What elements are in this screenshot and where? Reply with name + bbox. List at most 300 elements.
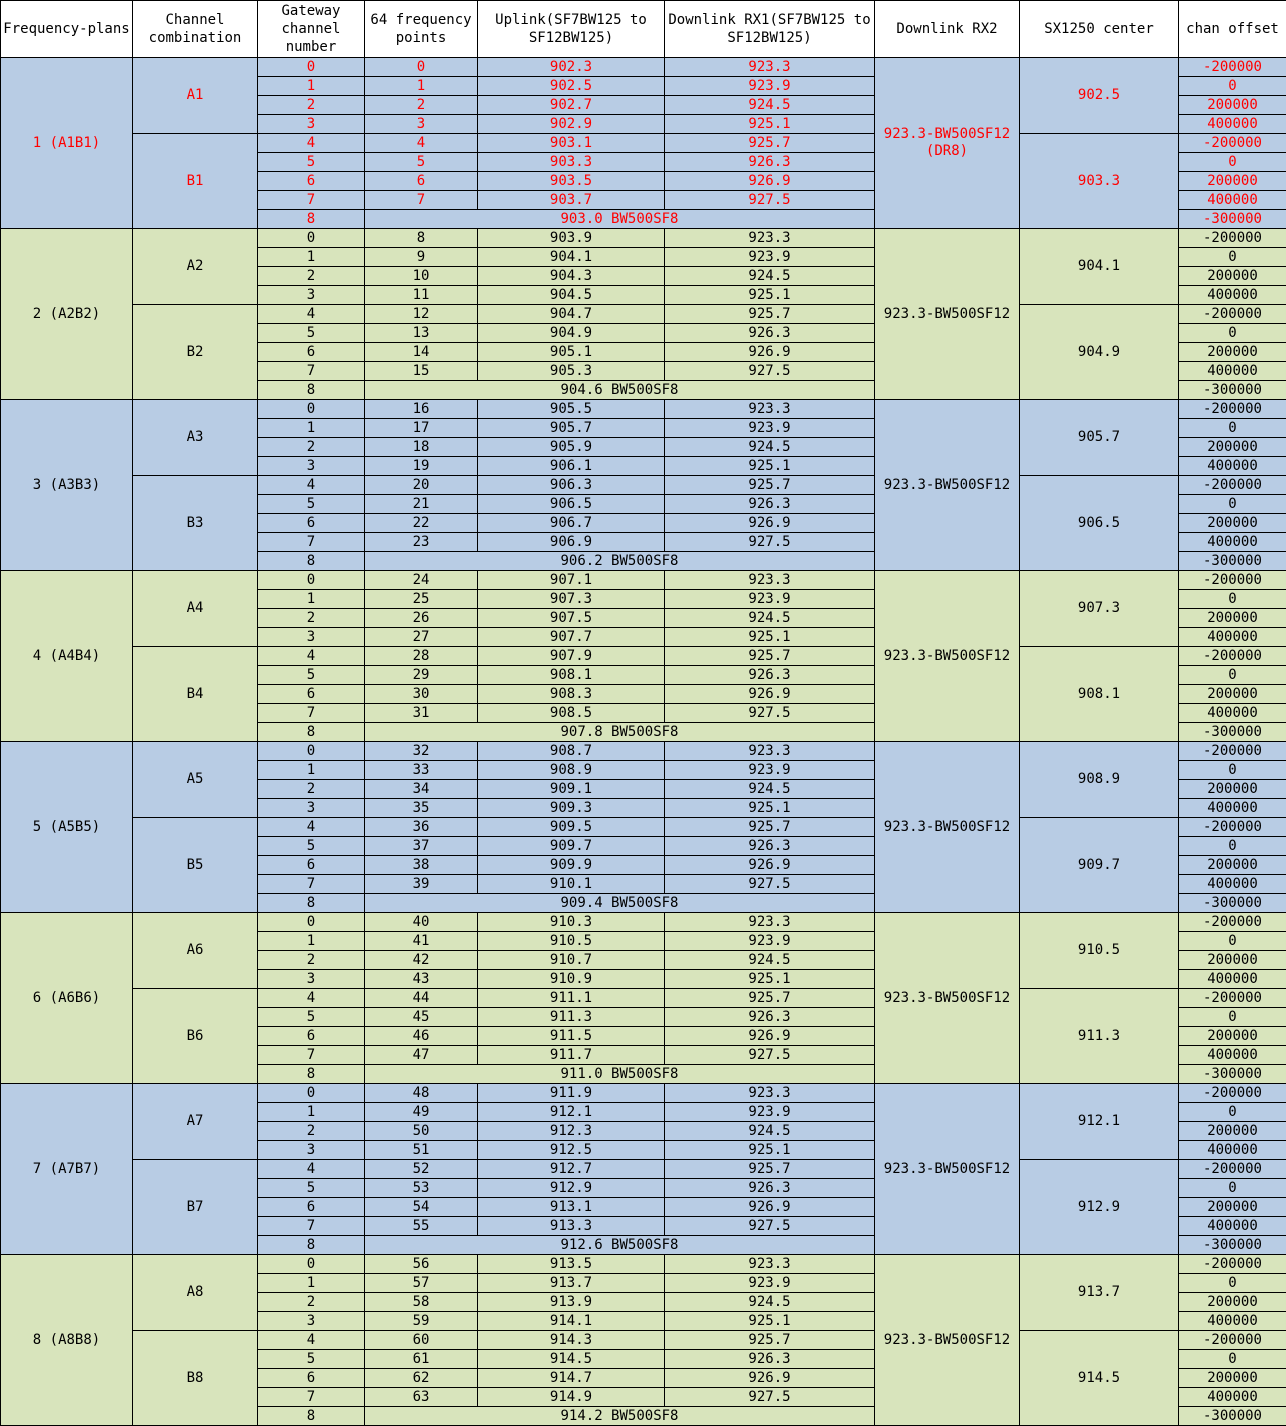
frequency-point-cell: 7 bbox=[365, 191, 478, 210]
downlink-rx1-cell: 925.7 bbox=[665, 1160, 875, 1179]
downlink-rx1-cell: 927.5 bbox=[665, 875, 875, 894]
downlink-rx1-cell: 923.3 bbox=[665, 1084, 875, 1103]
frequency-point-cell: 20 bbox=[365, 476, 478, 495]
uplink-cell: 905.9 bbox=[478, 438, 665, 457]
downlink-rx2-cell: 923.3-BW500SF12(DR8) bbox=[875, 58, 1020, 229]
uplink-cell: 910.9 bbox=[478, 970, 665, 989]
uplink-cell: 914.3 bbox=[478, 1331, 665, 1350]
frequency-point-cell: 36 bbox=[365, 818, 478, 837]
downlink-rx1-cell: 924.5 bbox=[665, 951, 875, 970]
downlink-rx1-cell: 923.3 bbox=[665, 1255, 875, 1274]
downlink-rx1-cell: 923.9 bbox=[665, 1274, 875, 1293]
downlink-rx1-cell: 925.1 bbox=[665, 628, 875, 647]
sx1250-center-cell: 908.9 bbox=[1020, 742, 1179, 818]
sx1250-center-cell: 912.1 bbox=[1020, 1084, 1179, 1160]
sx1250-center-cell: 912.9 bbox=[1020, 1160, 1179, 1255]
downlink-rx1-cell: 925.7 bbox=[665, 305, 875, 324]
uplink-cell: 910.5 bbox=[478, 932, 665, 951]
downlink-rx1-cell: 926.3 bbox=[665, 1179, 875, 1198]
uplink-cell: 911.7 bbox=[478, 1046, 665, 1065]
frequency-plan-cell: 4 (A4B4) bbox=[1, 571, 133, 742]
downlink-rx1-cell: 925.1 bbox=[665, 970, 875, 989]
uplink-cell: 910.1 bbox=[478, 875, 665, 894]
chan-offset-cell: 400000 bbox=[1179, 1217, 1286, 1236]
downlink-rx1-cell: 923.9 bbox=[665, 77, 875, 96]
downlink-rx2-cell: 923.3-BW500SF12 bbox=[875, 742, 1020, 913]
chan-offset-cell: 400000 bbox=[1179, 457, 1286, 476]
gateway-channel-cell: 6 bbox=[258, 1369, 365, 1388]
uplink-cell: 905.5 bbox=[478, 400, 665, 419]
uplink-cell: 908.3 bbox=[478, 685, 665, 704]
downlink-rx1-cell: 923.3 bbox=[665, 571, 875, 590]
gateway-channel-cell: 5 bbox=[258, 1350, 365, 1369]
frequency-point-cell: 25 bbox=[365, 590, 478, 609]
uplink-bw500-cell: 904.6 BW500SF8 bbox=[365, 381, 875, 400]
chan-offset-cell: 0 bbox=[1179, 495, 1286, 514]
chan-offset-cell: -200000 bbox=[1179, 1084, 1286, 1103]
gateway-channel-cell: 4 bbox=[258, 647, 365, 666]
frequency-point-cell: 14 bbox=[365, 343, 478, 362]
table-row bbox=[1, 913, 1286, 932]
downlink-rx1-cell: 924.5 bbox=[665, 609, 875, 628]
gateway-channel-cell: 3 bbox=[258, 1141, 365, 1160]
channel-combination-cell: A6 bbox=[133, 913, 258, 989]
uplink-cell: 904.1 bbox=[478, 248, 665, 267]
gateway-channel-cell: 4 bbox=[258, 1331, 365, 1350]
uplink-cell: 912.7 bbox=[478, 1160, 665, 1179]
uplink-cell: 903.1 bbox=[478, 134, 665, 153]
gateway-channel-cell: 1 bbox=[258, 590, 365, 609]
gateway-channel-cell: 8 bbox=[258, 552, 365, 571]
downlink-rx1-cell: 924.5 bbox=[665, 1122, 875, 1141]
frequency-point-cell: 37 bbox=[365, 837, 478, 856]
header-channel-combination: Channel combination bbox=[133, 1, 258, 58]
frequency-point-cell: 10 bbox=[365, 267, 478, 286]
downlink-rx1-cell: 926.3 bbox=[665, 1350, 875, 1369]
downlink-rx1-cell: 923.9 bbox=[665, 590, 875, 609]
gateway-channel-cell: 7 bbox=[258, 533, 365, 552]
gateway-channel-cell: 8 bbox=[258, 1065, 365, 1084]
table-row bbox=[1, 571, 1286, 590]
channel-combination-cell: B4 bbox=[133, 647, 258, 742]
chan-offset-cell: 0 bbox=[1179, 77, 1286, 96]
downlink-rx2-cell: 923.3-BW500SF12 bbox=[875, 913, 1020, 1084]
frequency-point-cell: 50 bbox=[365, 1122, 478, 1141]
frequency-point-cell: 62 bbox=[365, 1369, 478, 1388]
downlink-rx1-cell: 923.9 bbox=[665, 419, 875, 438]
uplink-cell: 904.7 bbox=[478, 305, 665, 324]
downlink-rx1-cell: 923.9 bbox=[665, 248, 875, 267]
chan-offset-cell: 0 bbox=[1179, 761, 1286, 780]
chan-offset-cell: 0 bbox=[1179, 1103, 1286, 1122]
frequency-point-cell: 56 bbox=[365, 1255, 478, 1274]
downlink-rx1-cell: 923.3 bbox=[665, 400, 875, 419]
frequency-point-cell: 59 bbox=[365, 1312, 478, 1331]
gateway-channel-cell: 2 bbox=[258, 780, 365, 799]
uplink-cell: 909.3 bbox=[478, 799, 665, 818]
channel-combination-cell: A3 bbox=[133, 400, 258, 476]
gateway-channel-cell: 0 bbox=[258, 913, 365, 932]
gateway-channel-cell: 1 bbox=[258, 1103, 365, 1122]
frequency-point-cell: 0 bbox=[365, 58, 478, 77]
downlink-rx1-cell: 926.9 bbox=[665, 343, 875, 362]
chan-offset-cell: 0 bbox=[1179, 590, 1286, 609]
chan-offset-cell: -200000 bbox=[1179, 134, 1286, 153]
chan-offset-cell: 0 bbox=[1179, 324, 1286, 343]
gateway-channel-cell: 5 bbox=[258, 495, 365, 514]
chan-offset-cell: 400000 bbox=[1179, 115, 1286, 134]
chan-offset-cell: -200000 bbox=[1179, 1160, 1286, 1179]
chan-offset-cell: 200000 bbox=[1179, 267, 1286, 286]
sx1250-center-cell: 907.3 bbox=[1020, 571, 1179, 647]
downlink-rx2-cell: 923.3-BW500SF12 bbox=[875, 1255, 1020, 1426]
sx1250-center-cell: 906.5 bbox=[1020, 476, 1179, 571]
downlink-rx1-cell: 927.5 bbox=[665, 1046, 875, 1065]
downlink-rx1-cell: 925.7 bbox=[665, 989, 875, 1008]
frequency-plan-cell: 6 (A6B6) bbox=[1, 913, 133, 1084]
gateway-channel-cell: 0 bbox=[258, 400, 365, 419]
chan-offset-cell: 200000 bbox=[1179, 1369, 1286, 1388]
uplink-bw500-cell: 907.8 BW500SF8 bbox=[365, 723, 875, 742]
chan-offset-cell: 400000 bbox=[1179, 362, 1286, 381]
sx1250-center-cell: 911.3 bbox=[1020, 989, 1179, 1084]
downlink-rx1-cell: 927.5 bbox=[665, 533, 875, 552]
chan-offset-cell: -300000 bbox=[1179, 1236, 1286, 1255]
header-downlink-rx2: Downlink RX2 bbox=[875, 1, 1020, 58]
frequency-point-cell: 47 bbox=[365, 1046, 478, 1065]
frequency-point-cell: 51 bbox=[365, 1141, 478, 1160]
frequency-point-cell: 21 bbox=[365, 495, 478, 514]
table-row bbox=[1, 647, 1286, 666]
frequency-plan-cell: 1 (A1B1) bbox=[1, 58, 133, 229]
gateway-channel-cell: 5 bbox=[258, 324, 365, 343]
downlink-rx1-cell: 925.1 bbox=[665, 115, 875, 134]
uplink-cell: 913.5 bbox=[478, 1255, 665, 1274]
uplink-cell: 911.1 bbox=[478, 989, 665, 1008]
gateway-channel-cell: 3 bbox=[258, 115, 365, 134]
downlink-rx2-cell: 923.3-BW500SF12 bbox=[875, 400, 1020, 571]
frequency-plan-cell: 8 (A8B8) bbox=[1, 1255, 133, 1426]
channel-combination-cell: A1 bbox=[133, 58, 258, 134]
uplink-cell: 912.9 bbox=[478, 1179, 665, 1198]
uplink-cell: 911.9 bbox=[478, 1084, 665, 1103]
downlink-rx1-cell: 924.5 bbox=[665, 267, 875, 286]
uplink-cell: 914.1 bbox=[478, 1312, 665, 1331]
chan-offset-cell: 400000 bbox=[1179, 704, 1286, 723]
downlink-rx1-cell: 923.3 bbox=[665, 58, 875, 77]
gateway-channel-cell: 3 bbox=[258, 457, 365, 476]
frequency-point-cell: 12 bbox=[365, 305, 478, 324]
chan-offset-cell: -300000 bbox=[1179, 723, 1286, 742]
uplink-cell: 902.5 bbox=[478, 77, 665, 96]
downlink-rx2-cell: 923.3-BW500SF12 bbox=[875, 571, 1020, 742]
uplink-cell: 903.3 bbox=[478, 153, 665, 172]
chan-offset-cell: 200000 bbox=[1179, 609, 1286, 628]
header-gateway-channel-number: Gateway channel number bbox=[258, 1, 365, 58]
table-body bbox=[1, 58, 1286, 1426]
gateway-channel-cell: 7 bbox=[258, 1217, 365, 1236]
gateway-channel-cell: 8 bbox=[258, 894, 365, 913]
uplink-cell: 902.7 bbox=[478, 96, 665, 115]
downlink-rx1-cell: 925.1 bbox=[665, 1141, 875, 1160]
chan-offset-cell: -200000 bbox=[1179, 476, 1286, 495]
uplink-cell: 904.3 bbox=[478, 267, 665, 286]
chan-offset-cell: 200000 bbox=[1179, 780, 1286, 799]
gateway-channel-cell: 6 bbox=[258, 514, 365, 533]
chan-offset-cell: -200000 bbox=[1179, 58, 1286, 77]
uplink-cell: 909.5 bbox=[478, 818, 665, 837]
gateway-channel-cell: 5 bbox=[258, 153, 365, 172]
frequency-point-cell: 46 bbox=[365, 1027, 478, 1046]
frequency-point-cell: 45 bbox=[365, 1008, 478, 1027]
channel-combination-cell: A5 bbox=[133, 742, 258, 818]
gateway-channel-cell: 1 bbox=[258, 1274, 365, 1293]
downlink-rx1-cell: 924.5 bbox=[665, 96, 875, 115]
gateway-channel-cell: 8 bbox=[258, 723, 365, 742]
gateway-channel-cell: 6 bbox=[258, 172, 365, 191]
gateway-channel-cell: 6 bbox=[258, 343, 365, 362]
header-uplink: Uplink(SF7BW125 to SF12BW125) bbox=[478, 1, 665, 58]
chan-offset-cell: 0 bbox=[1179, 1274, 1286, 1293]
frequency-point-cell: 34 bbox=[365, 780, 478, 799]
uplink-cell: 913.7 bbox=[478, 1274, 665, 1293]
uplink-cell: 913.9 bbox=[478, 1293, 665, 1312]
uplink-cell: 908.1 bbox=[478, 666, 665, 685]
downlink-rx1-cell: 926.9 bbox=[665, 1027, 875, 1046]
frequency-point-cell: 49 bbox=[365, 1103, 478, 1122]
gateway-channel-cell: 2 bbox=[258, 1122, 365, 1141]
chan-offset-cell: 0 bbox=[1179, 932, 1286, 951]
frequency-point-cell: 40 bbox=[365, 913, 478, 932]
gateway-channel-cell: 3 bbox=[258, 628, 365, 647]
sx1250-center-cell: 904.1 bbox=[1020, 229, 1179, 305]
gateway-channel-cell: 4 bbox=[258, 305, 365, 324]
downlink-rx1-cell: 926.9 bbox=[665, 856, 875, 875]
gateway-channel-cell: 8 bbox=[258, 210, 365, 229]
downlink-rx1-cell: 924.5 bbox=[665, 1293, 875, 1312]
downlink-rx1-cell: 925.1 bbox=[665, 457, 875, 476]
uplink-cell: 906.3 bbox=[478, 476, 665, 495]
downlink-rx2-cell: 923.3-BW500SF12 bbox=[875, 229, 1020, 400]
chan-offset-cell: 200000 bbox=[1179, 1198, 1286, 1217]
gateway-channel-cell: 0 bbox=[258, 229, 365, 248]
frequency-point-cell: 17 bbox=[365, 419, 478, 438]
frequency-point-cell: 42 bbox=[365, 951, 478, 970]
table-row bbox=[1, 134, 1286, 153]
channel-combination-cell: B8 bbox=[133, 1331, 258, 1426]
chan-offset-cell: -300000 bbox=[1179, 1065, 1286, 1084]
gateway-channel-cell: 1 bbox=[258, 77, 365, 96]
frequency-plan-cell: 2 (A2B2) bbox=[1, 229, 133, 400]
chan-offset-cell: 400000 bbox=[1179, 191, 1286, 210]
chan-offset-cell: 400000 bbox=[1179, 799, 1286, 818]
uplink-cell: 913.3 bbox=[478, 1217, 665, 1236]
header-row bbox=[1, 1, 1286, 58]
table-row bbox=[1, 400, 1286, 419]
gateway-channel-cell: 0 bbox=[258, 1255, 365, 1274]
sx1250-center-cell: 913.7 bbox=[1020, 1255, 1179, 1331]
channel-combination-cell: B2 bbox=[133, 305, 258, 400]
table-row bbox=[1, 1331, 1286, 1350]
downlink-rx1-cell: 926.9 bbox=[665, 1369, 875, 1388]
downlink-rx1-cell: 926.3 bbox=[665, 495, 875, 514]
uplink-cell: 903.7 bbox=[478, 191, 665, 210]
chan-offset-cell: -300000 bbox=[1179, 210, 1286, 229]
uplink-cell: 914.7 bbox=[478, 1369, 665, 1388]
chan-offset-cell: 0 bbox=[1179, 153, 1286, 172]
frequency-point-cell: 38 bbox=[365, 856, 478, 875]
frequency-point-cell: 53 bbox=[365, 1179, 478, 1198]
frequency-point-cell: 24 bbox=[365, 571, 478, 590]
frequency-point-cell: 18 bbox=[365, 438, 478, 457]
gateway-channel-cell: 7 bbox=[258, 191, 365, 210]
sx1250-center-cell: 903.3 bbox=[1020, 134, 1179, 229]
uplink-cell: 905.3 bbox=[478, 362, 665, 381]
gateway-channel-cell: 2 bbox=[258, 951, 365, 970]
uplink-cell: 906.7 bbox=[478, 514, 665, 533]
uplink-cell: 912.5 bbox=[478, 1141, 665, 1160]
table-row bbox=[1, 818, 1286, 837]
uplink-cell: 906.1 bbox=[478, 457, 665, 476]
downlink-rx1-cell: 923.3 bbox=[665, 742, 875, 761]
chan-offset-cell: 0 bbox=[1179, 419, 1286, 438]
downlink-rx2-cell: 923.3-BW500SF12 bbox=[875, 1084, 1020, 1255]
frequency-point-cell: 3 bbox=[365, 115, 478, 134]
downlink-rx1-cell: 925.1 bbox=[665, 799, 875, 818]
uplink-cell: 908.9 bbox=[478, 761, 665, 780]
uplink-cell: 911.3 bbox=[478, 1008, 665, 1027]
frequency-point-cell: 29 bbox=[365, 666, 478, 685]
gateway-channel-cell: 2 bbox=[258, 609, 365, 628]
sx1250-center-cell: 902.5 bbox=[1020, 58, 1179, 134]
chan-offset-cell: 200000 bbox=[1179, 951, 1286, 970]
table-row bbox=[1, 476, 1286, 495]
uplink-cell: 907.1 bbox=[478, 571, 665, 590]
gateway-channel-cell: 6 bbox=[258, 685, 365, 704]
downlink-rx1-cell: 926.3 bbox=[665, 666, 875, 685]
uplink-cell: 907.7 bbox=[478, 628, 665, 647]
gateway-channel-cell: 0 bbox=[258, 571, 365, 590]
channel-combination-cell: B7 bbox=[133, 1160, 258, 1255]
chan-offset-cell: 0 bbox=[1179, 837, 1286, 856]
downlink-rx1-cell: 923.9 bbox=[665, 761, 875, 780]
frequency-point-cell: 31 bbox=[365, 704, 478, 723]
frequency-point-cell: 26 bbox=[365, 609, 478, 628]
frequency-point-cell: 16 bbox=[365, 400, 478, 419]
uplink-bw500-cell: 906.2 BW500SF8 bbox=[365, 552, 875, 571]
downlink-rx1-cell: 927.5 bbox=[665, 191, 875, 210]
uplink-cell: 909.9 bbox=[478, 856, 665, 875]
chan-offset-cell: 400000 bbox=[1179, 286, 1286, 305]
uplink-cell: 907.5 bbox=[478, 609, 665, 628]
chan-offset-cell: 200000 bbox=[1179, 1122, 1286, 1141]
chan-offset-cell: 200000 bbox=[1179, 343, 1286, 362]
gateway-channel-cell: 3 bbox=[258, 286, 365, 305]
chan-offset-cell: 400000 bbox=[1179, 1046, 1286, 1065]
downlink-rx1-cell: 926.9 bbox=[665, 685, 875, 704]
chan-offset-cell: 200000 bbox=[1179, 1293, 1286, 1312]
gateway-channel-cell: 7 bbox=[258, 875, 365, 894]
downlink-rx1-cell: 925.7 bbox=[665, 818, 875, 837]
frequency-point-cell: 39 bbox=[365, 875, 478, 894]
downlink-rx1-cell: 926.3 bbox=[665, 837, 875, 856]
chan-offset-cell: 400000 bbox=[1179, 533, 1286, 552]
gateway-channel-cell: 5 bbox=[258, 837, 365, 856]
uplink-cell: 914.9 bbox=[478, 1388, 665, 1407]
frequency-point-cell: 22 bbox=[365, 514, 478, 533]
gateway-channel-cell: 4 bbox=[258, 1160, 365, 1179]
chan-offset-cell: 200000 bbox=[1179, 438, 1286, 457]
uplink-cell: 912.3 bbox=[478, 1122, 665, 1141]
downlink-rx1-cell: 925.1 bbox=[665, 1312, 875, 1331]
sx1250-center-cell: 914.5 bbox=[1020, 1331, 1179, 1426]
frequency-point-cell: 33 bbox=[365, 761, 478, 780]
chan-offset-cell: -200000 bbox=[1179, 647, 1286, 666]
frequency-point-cell: 11 bbox=[365, 286, 478, 305]
frequency-point-cell: 41 bbox=[365, 932, 478, 951]
uplink-cell: 911.5 bbox=[478, 1027, 665, 1046]
gateway-channel-cell: 4 bbox=[258, 476, 365, 495]
uplink-cell: 909.1 bbox=[478, 780, 665, 799]
table-row bbox=[1, 58, 1286, 77]
frequency-point-cell: 55 bbox=[365, 1217, 478, 1236]
gateway-channel-cell: 1 bbox=[258, 248, 365, 267]
gateway-channel-cell: 1 bbox=[258, 419, 365, 438]
gateway-channel-cell: 0 bbox=[258, 742, 365, 761]
uplink-cell: 912.1 bbox=[478, 1103, 665, 1122]
gateway-channel-cell: 8 bbox=[258, 1407, 365, 1426]
frequency-plan-cell: 3 (A3B3) bbox=[1, 400, 133, 571]
table-row bbox=[1, 305, 1286, 324]
chan-offset-cell: -300000 bbox=[1179, 894, 1286, 913]
frequency-plan-cell: 5 (A5B5) bbox=[1, 742, 133, 913]
frequency-point-cell: 52 bbox=[365, 1160, 478, 1179]
frequency-point-cell: 28 bbox=[365, 647, 478, 666]
uplink-bw500-cell: 903.0 BW500SF8 bbox=[365, 210, 875, 229]
frequency-point-cell: 44 bbox=[365, 989, 478, 1008]
frequency-point-cell: 61 bbox=[365, 1350, 478, 1369]
chan-offset-cell: 200000 bbox=[1179, 685, 1286, 704]
frequency-point-cell: 23 bbox=[365, 533, 478, 552]
gateway-channel-cell: 2 bbox=[258, 438, 365, 457]
chan-offset-cell: 0 bbox=[1179, 1179, 1286, 1198]
sx1250-center-cell: 905.7 bbox=[1020, 400, 1179, 476]
uplink-cell: 902.9 bbox=[478, 115, 665, 134]
downlink-rx1-cell: 926.9 bbox=[665, 172, 875, 191]
header-frequency-points: 64 frequency points bbox=[365, 1, 478, 58]
downlink-rx1-cell: 923.9 bbox=[665, 932, 875, 951]
frequency-point-cell: 8 bbox=[365, 229, 478, 248]
gateway-channel-cell: 0 bbox=[258, 1084, 365, 1103]
gateway-channel-cell: 0 bbox=[258, 58, 365, 77]
uplink-cell: 903.9 bbox=[478, 229, 665, 248]
chan-offset-cell: 400000 bbox=[1179, 970, 1286, 989]
uplink-cell: 906.9 bbox=[478, 533, 665, 552]
uplink-cell: 908.7 bbox=[478, 742, 665, 761]
frequency-point-cell: 63 bbox=[365, 1388, 478, 1407]
gateway-channel-cell: 4 bbox=[258, 134, 365, 153]
gateway-channel-cell: 1 bbox=[258, 932, 365, 951]
table-row bbox=[1, 1160, 1286, 1179]
chan-offset-cell: 0 bbox=[1179, 1008, 1286, 1027]
downlink-rx1-cell: 925.7 bbox=[665, 647, 875, 666]
frequency-plan-cell: 7 (A7B7) bbox=[1, 1084, 133, 1255]
uplink-cell: 906.5 bbox=[478, 495, 665, 514]
downlink-rx1-cell: 923.3 bbox=[665, 913, 875, 932]
uplink-cell: 907.3 bbox=[478, 590, 665, 609]
frequency-point-cell: 9 bbox=[365, 248, 478, 267]
sx1250-center-cell: 904.9 bbox=[1020, 305, 1179, 400]
